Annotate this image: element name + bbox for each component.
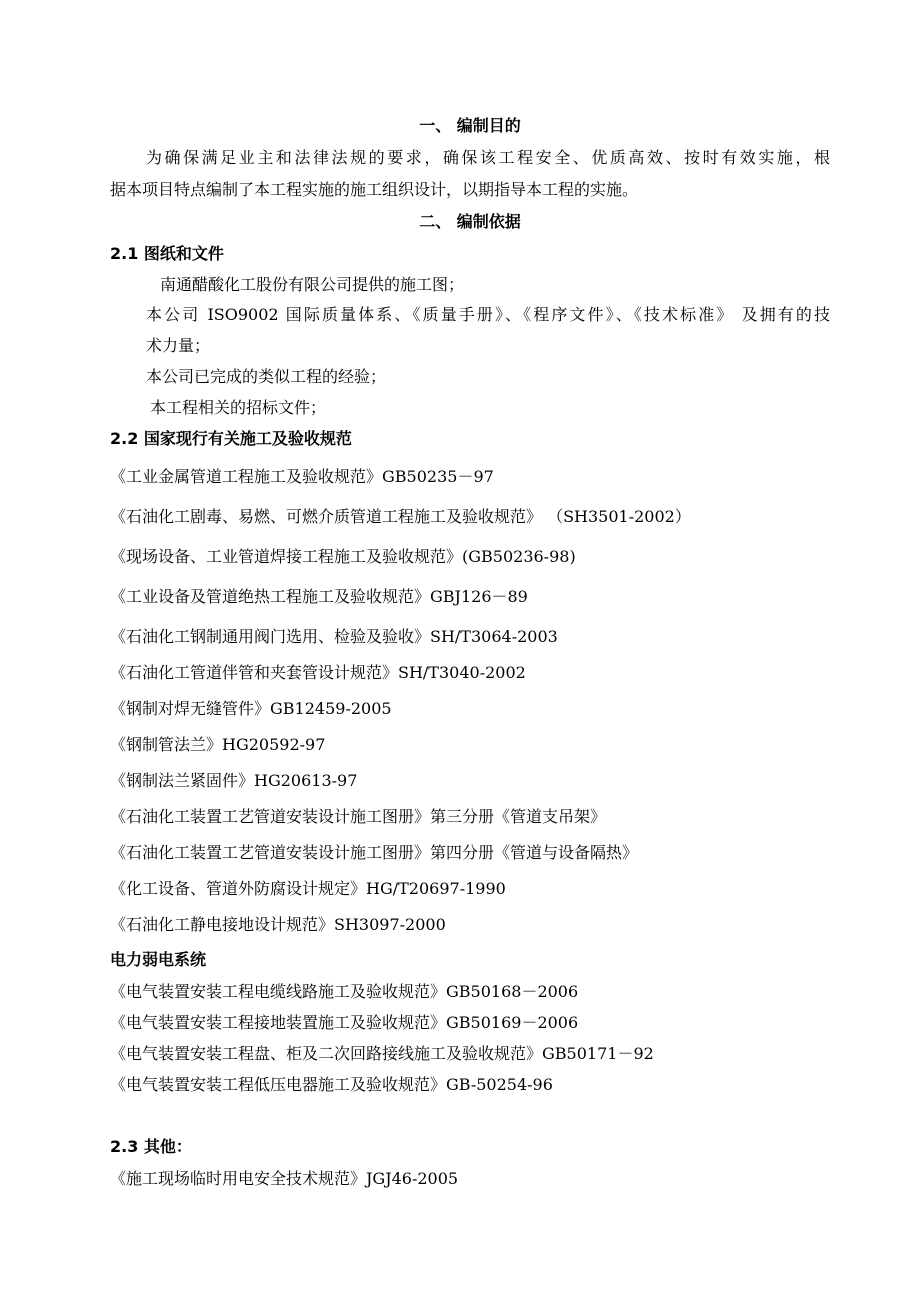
subsection-title-drawings: 2.1 图纸和文件	[110, 244, 224, 263]
purpose-paragraph-line-1: 为确保满足业主和法律法规的要求，确保该工程安全、优质高效、按时有效实施，根	[146, 148, 830, 167]
list-item: 本公司 ISO9002 国际质量体系、《质量手册》、《程序文件》、《技术标准》 及拥有的技	[146, 305, 830, 324]
standard-item: 《钢制法兰紧固件》HG20613-97	[110, 771, 358, 790]
list-item: 本公司已完成的类似工程的经验；	[146, 367, 387, 386]
purpose-paragraph-line-2: 据本项目特点编制了本工程实施的施工组织设计，以期指导本工程的实施。	[110, 180, 639, 199]
standard-item: 《施工现场临时用电安全技术规范》JGJ46-2005	[110, 1169, 459, 1188]
standard-item: 《现场设备、工业管道焊接工程施工及验收规范》(GB50236-98)	[110, 547, 576, 566]
standard-item: 《石油化工装置工艺管道安装设计施工图册》第四分册《管道与设备隔热》	[110, 843, 639, 862]
standard-item: 《石油化工钢制通用阀门选用、检验及验收》SH/T3064-2003	[110, 627, 558, 646]
standard-item: 《工业金属管道工程施工及验收规范》GB50235－97	[110, 467, 494, 486]
standard-item: 《化工设备、管道外防腐设计规定》HG/T20697-1990	[110, 879, 506, 898]
standard-item: 《电气装置安装工程电缆线路施工及验收规范》GB50168－2006	[110, 982, 579, 1001]
standard-item: 《电气装置安装工程接地装置施工及验收规范》GB50169－2006	[110, 1013, 579, 1032]
section-heading-purpose: 一、 编制目的	[419, 116, 521, 135]
standard-item: 《钢制对焊无缝管件》GB12459-2005	[110, 699, 392, 718]
subsection-title-national-codes: 2.2 国家现行有关施工及验收规范	[110, 429, 352, 448]
list-item: 术力量；	[146, 336, 211, 355]
standard-item: 《石油化工装置工艺管道安装设计施工图册》第三分册《管道支吊架》	[110, 807, 607, 826]
list-item: 本工程相关的招标文件；	[150, 398, 327, 417]
standard-item: 《石油化工管道伴管和夹套管设计规范》SH/T3040-2002	[110, 663, 526, 682]
standard-item: 《电气装置安装工程低压电器施工及验收规范》GB-50254-96	[110, 1075, 553, 1094]
subsection-title-other: 2.3 其他：	[110, 1137, 192, 1156]
section-heading-basis: 二、 编制依据	[419, 212, 521, 231]
standard-item: 《石油化工静电接地设计规范》SH3097-2000	[110, 915, 446, 934]
subsection-title-power: 电力弱电系统	[110, 950, 207, 969]
list-item: 南通醋酸化工股份有限公司提供的施工图；	[160, 275, 465, 294]
standard-item: 《工业设备及管道绝热工程施工及验收规范》GBJ126－89	[110, 587, 528, 606]
standard-item: 《电气装置安装工程盘、柜及二次回路接线施工及验收规范》GB50171－92	[110, 1044, 654, 1063]
standard-item: 《钢制管法兰》HG20592-97	[110, 735, 326, 754]
standard-item: 《石油化工剧毒、易燃、可燃介质管道工程施工及验收规范》 （SH3501-2002）	[110, 507, 691, 526]
